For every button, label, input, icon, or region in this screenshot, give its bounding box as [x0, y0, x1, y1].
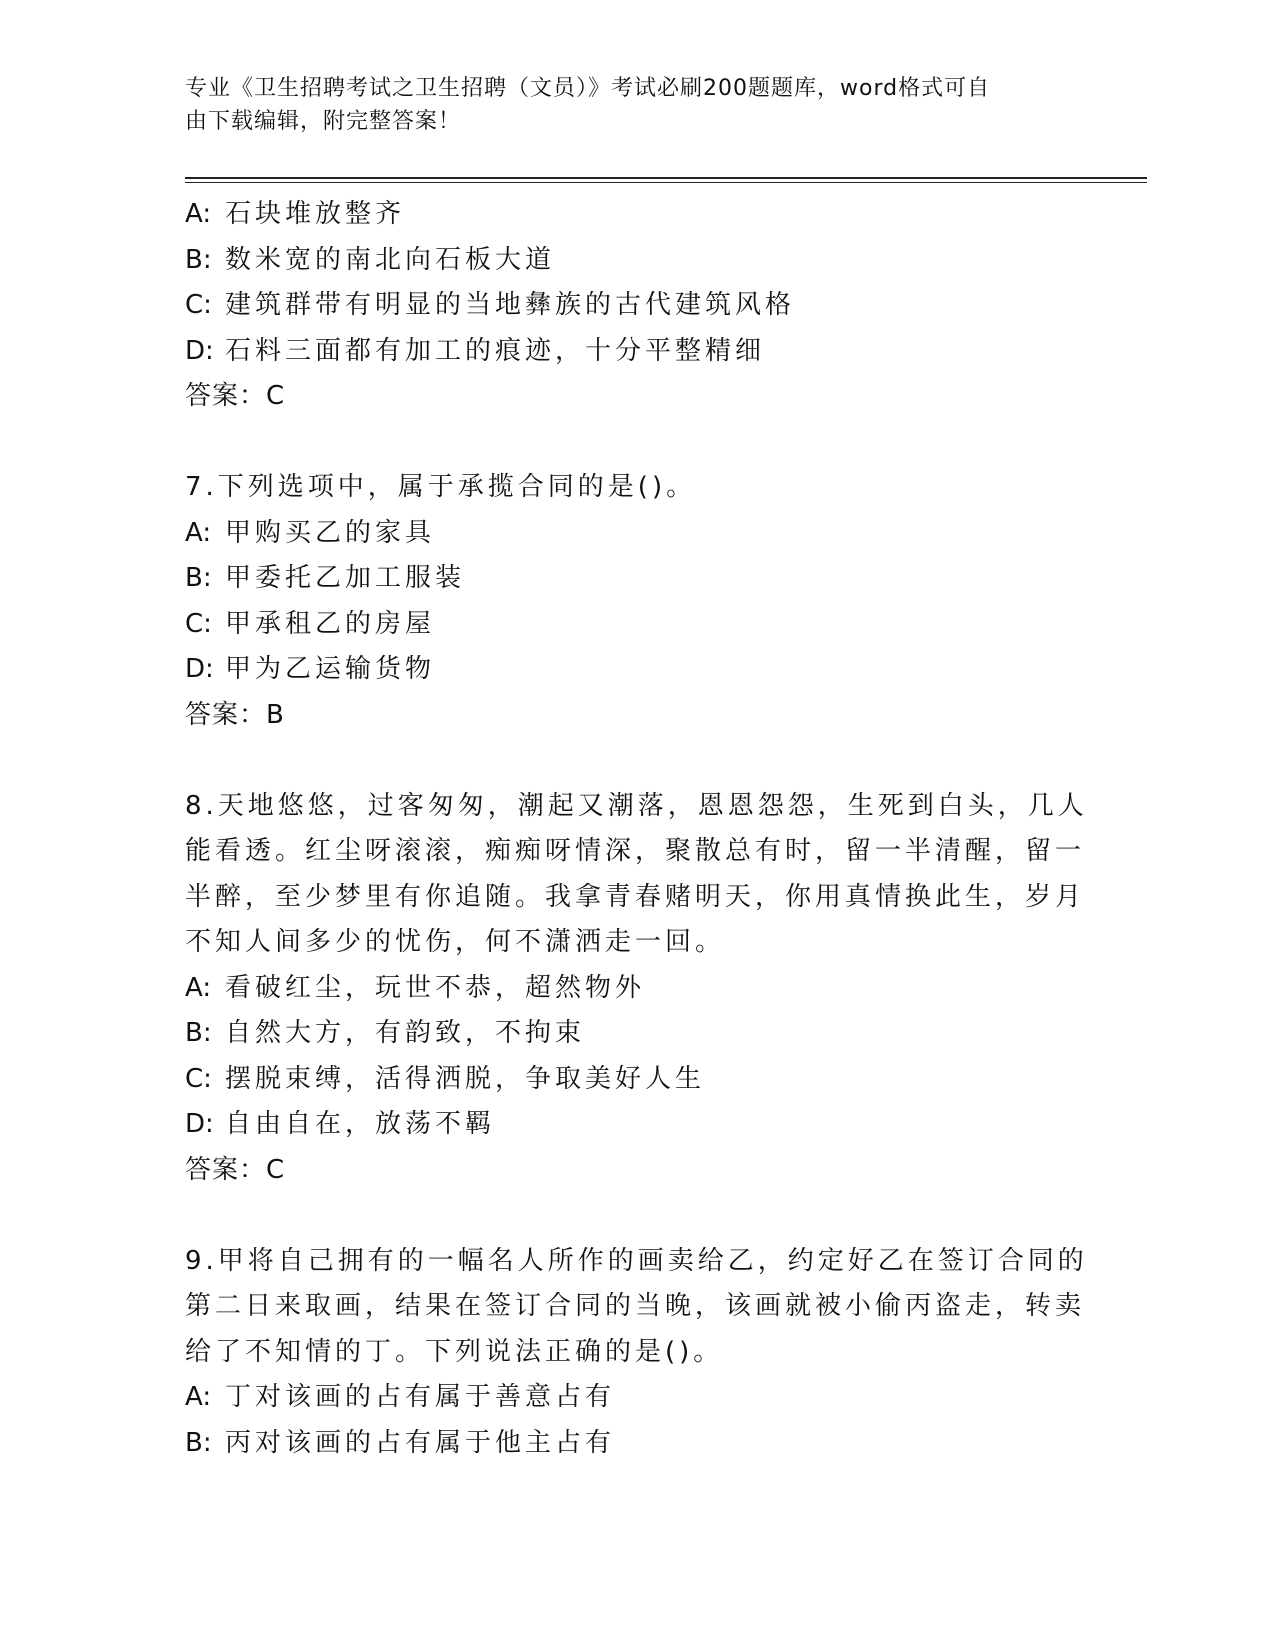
option-text: 摆脱束缚，活得洒脱，争取美好人生: [225, 1063, 706, 1094]
option-label: B:: [185, 244, 212, 275]
option-text: 甲承租乙的房屋: [225, 608, 436, 639]
option-b: [185, 1421, 1065, 1467]
option-label: D:: [185, 1109, 214, 1139]
question-stem-line-1: 8.天地悠悠，过客匆匆，潮起又潮落，恩恩怨怨，生死到白头，几人: [185, 790, 1088, 821]
question-list: [185, 192, 1088, 1466]
option-c: [185, 283, 1065, 329]
option-text: 甲购买乙的家具: [225, 517, 436, 548]
option-d: [185, 329, 1065, 375]
answer-line: 答案：C: [185, 381, 286, 411]
answer-line: 答案：B: [185, 699, 285, 730]
option-d: [185, 1102, 1065, 1148]
option-label: C:: [185, 1063, 212, 1094]
question-stem-line-4: 不知人间多少的忧伤，何不潇洒走一回。: [185, 927, 726, 957]
question-8: [185, 784, 1088, 1194]
question-stem-line-3: 给了不知情的丁。下列说法正确的是()。: [185, 1336, 724, 1367]
spacer: [185, 1193, 1065, 1239]
question-stem-line-1: 9.甲将自己拥有的一幅名人所作的画卖给乙，约定好乙在签订合同的: [185, 1245, 1088, 1276]
option-text: 丙对该画的占有属于他主占有: [225, 1427, 616, 1458]
option-label: A:: [185, 517, 212, 548]
option-d: [185, 647, 1065, 693]
option-text: 甲为乙运输货物: [225, 654, 436, 684]
option-text: 数米宽的南北向石板大道: [225, 244, 556, 275]
option-text: 石块堆放整齐: [225, 199, 406, 229]
question-stem-line-3: 半醉，至少梦里有你追随。我拿青春赌明天，你用真情换此生，岁月: [185, 881, 1086, 912]
option-text: 石料三面都有加工的痕迹，十分平整精细: [225, 335, 766, 366]
option-label: C:: [185, 290, 212, 320]
question-6: [185, 192, 1065, 420]
spacer: [185, 738, 1065, 784]
option-a: [185, 1375, 1065, 1421]
option-c: [185, 1057, 1065, 1103]
option-a: [185, 966, 1065, 1012]
header-line-1: 专业《卫生招聘考试之卫生招聘（文员）》考试必刷200题题库，word格式可自: [185, 76, 991, 101]
question-7: [185, 465, 1065, 738]
question-stem: 7.下列选项中，属于承揽合同的是()。: [185, 472, 697, 502]
option-label: B:: [185, 563, 212, 593]
option-a: [185, 511, 1065, 557]
option-c: [185, 602, 1065, 648]
page-header: [185, 72, 1065, 138]
option-text: 自由自在，放荡不羁: [225, 1109, 496, 1139]
question-stem-line-2: 第二日来取画，结果在签订合同的当晚，该画就被小偷丙盗走，转卖: [185, 1291, 1086, 1321]
option-a: [185, 192, 1065, 238]
option-text: 建筑群带有明显的当地彝族的古代建筑风格: [225, 290, 796, 320]
question-stem-line-2: 能看透。红尘呀滚滚，痴痴呀情深，聚散总有时，留一半清醒，留一: [185, 836, 1086, 866]
option-label: B:: [185, 1018, 212, 1048]
option-text: 丁对该画的占有属于善意占有: [225, 1382, 616, 1412]
option-label: A:: [185, 1382, 212, 1412]
option-b: [185, 1011, 1065, 1057]
answer-line: 答案：C: [185, 1154, 286, 1185]
option-b: [185, 556, 1065, 602]
option-label: D:: [185, 654, 214, 684]
option-text: 看破红尘，玩世不恭，超然物外: [225, 972, 646, 1003]
option-text: 自然大方，有韵致，不拘束: [225, 1018, 586, 1048]
option-label: C:: [185, 608, 212, 639]
option-label: B:: [185, 1427, 212, 1458]
option-b: [185, 238, 1065, 284]
header-divider-thin: [185, 182, 1147, 183]
option-label: A:: [185, 972, 212, 1003]
header-line-2: 由下载编辑，附完整答案！: [185, 109, 462, 134]
question-9: [185, 1239, 1088, 1467]
spacer: [185, 420, 1065, 466]
option-text: 甲委托乙加工服装: [225, 563, 466, 593]
option-label: A:: [185, 199, 212, 229]
header-divider: [185, 177, 1147, 179]
option-label: D:: [185, 335, 214, 366]
